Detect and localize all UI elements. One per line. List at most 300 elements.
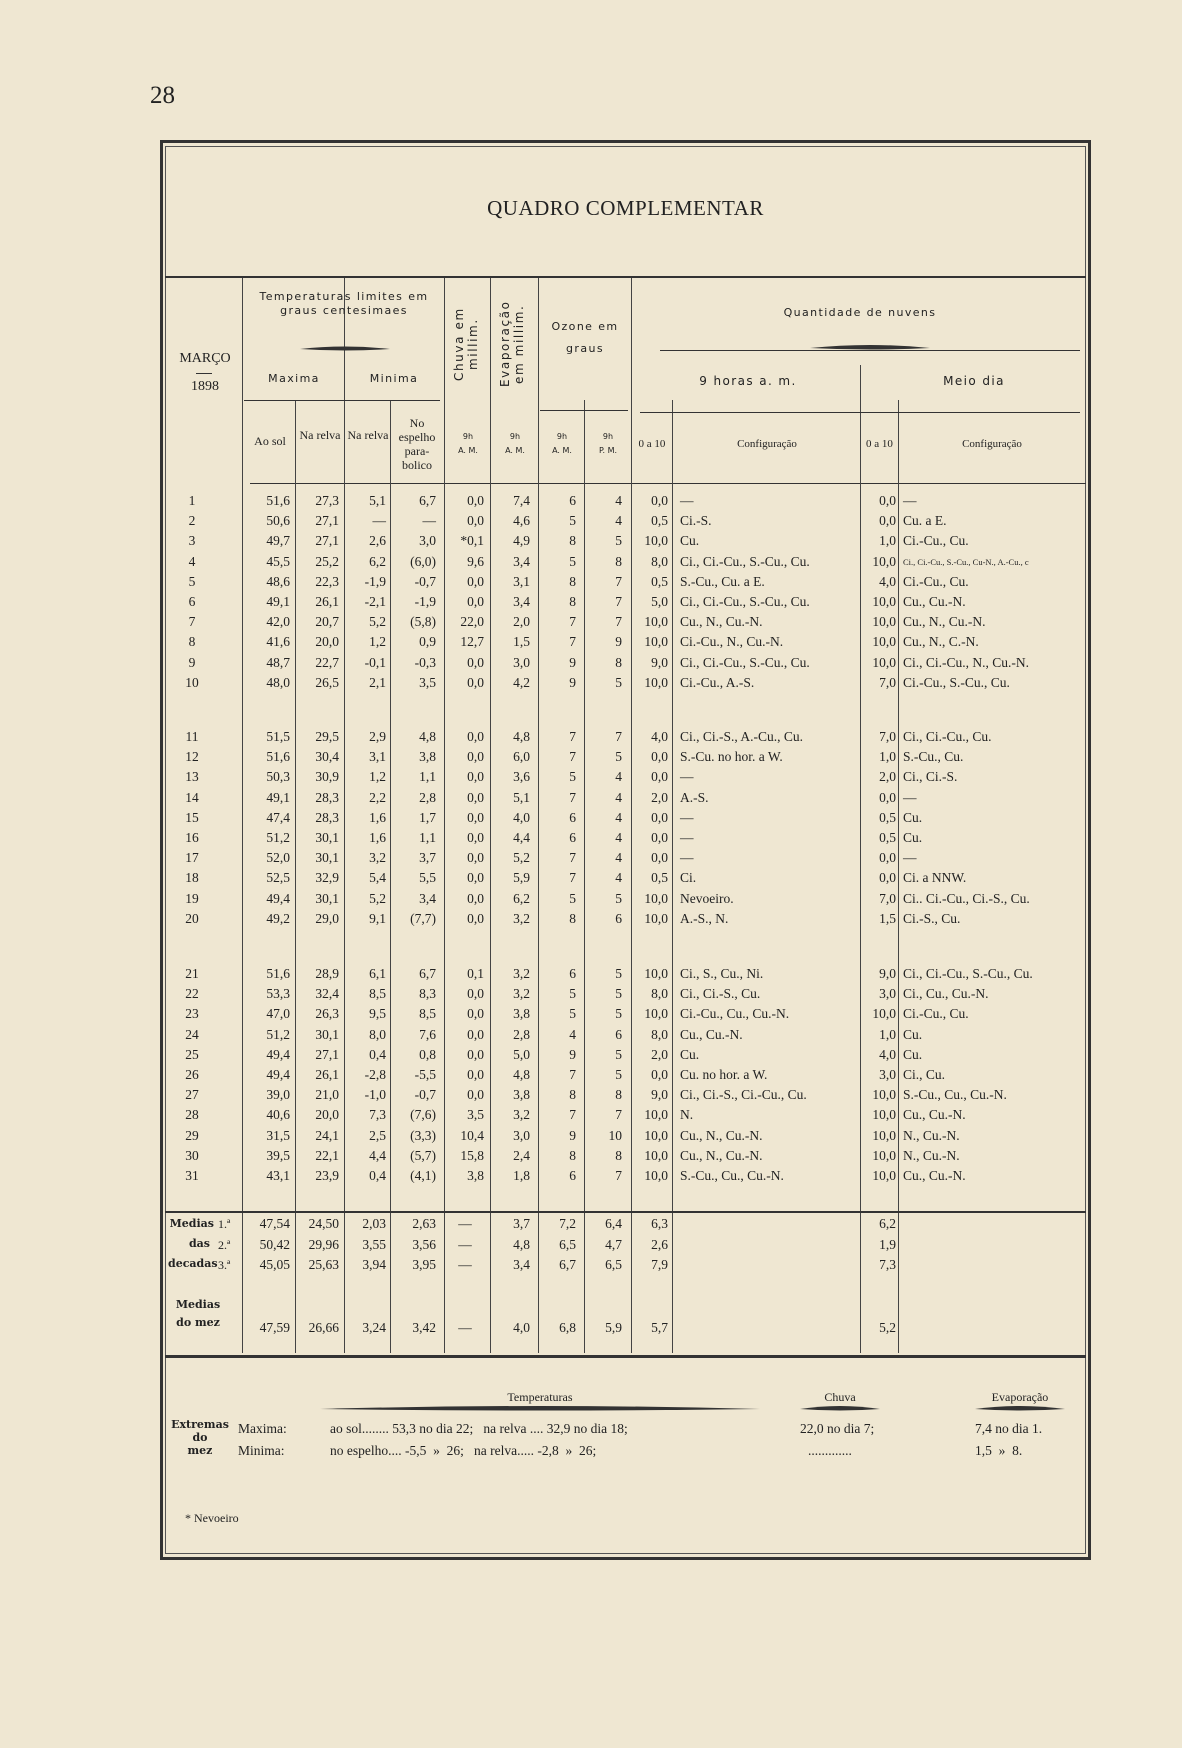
table-cell: 4: [615, 830, 622, 845]
col-evap-time: [492, 430, 538, 458]
decada-cell: 2,03: [362, 1216, 386, 1231]
table-cell: 6: [569, 966, 576, 981]
decada-label: 3.ª: [218, 1258, 231, 1272]
table-cell: 10,0: [872, 1087, 896, 1103]
row-day: 11: [185, 729, 199, 744]
table-cell: 10,0: [872, 614, 896, 630]
table-cell: 7: [569, 850, 576, 866]
table-cell: 20,0: [315, 634, 339, 650]
table-cell: 10,0: [644, 533, 668, 549]
table-cell: 7,0: [879, 890, 896, 906]
table-cell: 9,0: [651, 654, 668, 670]
table-cell: 2,9: [369, 729, 386, 744]
table-cell: 7: [569, 1067, 576, 1082]
time-label: 9h: [602, 432, 614, 441]
table-cell: 8,3: [419, 986, 436, 1002]
table-cell: 8,0: [651, 986, 668, 1002]
table-cell: 7: [615, 614, 622, 630]
decada-cell: 7,3: [879, 1257, 896, 1272]
table-cell: 3,2: [369, 850, 386, 866]
decada-label: 1.ª: [218, 1217, 231, 1231]
table-cell: Ci., Ci.-S.: [903, 769, 958, 785]
table-cell: 0,0: [467, 830, 484, 845]
col-divider: [444, 278, 445, 1353]
table-cell: 51,6: [266, 749, 290, 765]
table-cell: Ci., Cu., Cu.-N.: [903, 986, 989, 1002]
time-label: A. M.: [505, 446, 525, 455]
summary-rule: [165, 1211, 1086, 1213]
extremas-chuva-header: Chuva: [824, 1390, 856, 1404]
table-cell: 0,0: [467, 809, 484, 825]
row-day: 26: [185, 1067, 199, 1082]
table-cell: —: [680, 809, 694, 825]
table-cell: 7,0: [879, 674, 896, 690]
extremas-label: [165, 1418, 235, 1466]
table-cell: 1,0: [879, 1026, 896, 1042]
subheader-rule: [244, 400, 440, 401]
maxima-header: Maxima: [268, 372, 320, 385]
table-cell: 0,0: [467, 890, 484, 906]
table-cell: 7,4: [513, 493, 530, 508]
table-cell: 0,4: [369, 1168, 386, 1183]
decada-cell: 3,7: [513, 1216, 530, 1231]
decada-cell: 6,2: [879, 1216, 896, 1231]
table-cell: 7: [569, 789, 576, 805]
col-divider: [490, 278, 491, 1353]
decada-cell: 3,95: [412, 1257, 436, 1272]
table-cell: 30,4: [315, 749, 339, 765]
table-cell: 9,6: [467, 553, 484, 569]
table-cell: 0,0: [651, 493, 668, 508]
table-cell: 0,8: [419, 1046, 436, 1062]
medias-mez-cell: —: [458, 1320, 472, 1335]
decada-cell: 45,05: [259, 1257, 290, 1272]
table-cell: 4: [569, 1026, 576, 1042]
decada-cell: 6,7: [559, 1257, 576, 1272]
table-cell: 3,8: [467, 1168, 484, 1183]
row-day: 24: [185, 1026, 199, 1042]
table-cell: 4: [615, 493, 622, 508]
table-cell: 1,0: [879, 749, 896, 765]
table-cell: 3,2: [513, 966, 530, 981]
table-cell: Cu. a E.: [903, 513, 947, 529]
table-cell: Ci., Ci.-Cu., S.-Cu., Cu.: [680, 654, 810, 670]
table-cell: 9: [569, 1127, 576, 1143]
table-cell: 49,7: [266, 533, 290, 549]
table-cell: 1,0: [879, 533, 896, 549]
table-cell: 3,5: [419, 674, 436, 690]
table-cell: S.-Cu., Cu.: [903, 749, 964, 765]
table-cell: 5: [615, 1067, 622, 1082]
decada-cell: 4,7: [605, 1236, 622, 1252]
col-divider: [538, 278, 539, 1353]
table-cell: (7,6): [410, 1107, 436, 1123]
table-cell: 5: [569, 553, 576, 569]
table-cell: 5: [569, 1006, 576, 1022]
table-cell: 0,0: [879, 870, 896, 886]
table-cell: 0,9: [419, 634, 436, 650]
table-cell: 4: [615, 789, 622, 805]
table-cell: 0,0: [467, 1067, 484, 1082]
table-cell: 5: [615, 890, 622, 906]
table-cell: 10,4: [460, 1127, 484, 1143]
row-day: 30: [185, 1147, 199, 1163]
table-cell: 20,7: [315, 614, 339, 630]
table-cell: Cu., N., Cu.-N.: [680, 1127, 763, 1143]
table-cell: 0,0: [467, 674, 484, 690]
col-md-quantity: 0 a 10: [866, 438, 893, 450]
row-day: 25: [185, 1046, 199, 1062]
table-cell: N.: [680, 1107, 694, 1123]
time-label: 9h: [509, 432, 521, 441]
table-cell: Cu.: [903, 1026, 923, 1042]
medias-mez-cell: 3,42: [412, 1320, 436, 1335]
table-cell: 22,3: [315, 573, 339, 589]
table-cell: 31,5: [266, 1127, 290, 1143]
table-cell: -1,9: [414, 594, 436, 609]
table-cell: 1,7: [419, 809, 436, 825]
col-ao-sol: Ao sol: [254, 434, 286, 448]
extremas-evap-max: 7,4 no dia 1.: [975, 1421, 1043, 1436]
table-cell: 3,1: [369, 749, 386, 765]
table-cell: 50,6: [266, 513, 290, 529]
table-cell: 6,7: [419, 493, 436, 508]
medias-mez-label-line: Medias: [175, 1298, 221, 1311]
table-cell: 7,6: [419, 1026, 436, 1042]
table-cell: 4,9: [513, 533, 530, 549]
table-cell: 3,0: [513, 654, 530, 670]
row-day: 19: [185, 890, 199, 906]
col-9h-quantity: 0 a 10: [638, 438, 666, 450]
medias-mez-cell: 3,24: [362, 1320, 386, 1335]
extremas-chuva-max: 22,0 no dia 7;: [800, 1421, 875, 1436]
decada-cell: 7,9: [651, 1257, 668, 1272]
ozone-header: Ozone em graus: [551, 320, 619, 355]
medias-mez-cell: 4,0: [513, 1320, 530, 1335]
table-cell: 8: [569, 910, 576, 926]
table-cell: 4,0: [513, 809, 530, 825]
decada-cell: 6,5: [559, 1236, 576, 1252]
table-cell: 48,7: [266, 654, 290, 670]
table-cell: Cu.: [903, 830, 923, 845]
table-cell: Ci.-Cu., S.-Cu., Cu.: [903, 674, 1010, 690]
decada-cell: 2,63: [412, 1216, 436, 1231]
table-cell: 39,0: [266, 1087, 290, 1103]
table-cell: 0,0: [651, 809, 668, 825]
medias-label: [168, 1214, 218, 1274]
table-cell: 7,3: [369, 1107, 386, 1123]
table-cell: Cu., Cu.-N.: [680, 1026, 743, 1042]
table-cell: Ci., Ci.-Cu., S.-Cu., Cu-N., A.-Cu., c: [903, 556, 1029, 567]
table-cell: 0,0: [467, 513, 484, 529]
table-cell: (7,7): [410, 910, 436, 926]
medias-mez-cell: 47,59: [259, 1320, 290, 1335]
table-cell: 4,0: [651, 729, 668, 744]
table-cell: 3,1: [513, 573, 530, 589]
decada-cell: 29,96: [308, 1236, 339, 1252]
table-cell: -1,0: [364, 1087, 386, 1103]
table-cell: 7: [569, 749, 576, 765]
table-cell: 30,1: [315, 830, 339, 845]
table-cell: 0,0: [467, 573, 484, 589]
table-cell: Ci.. Ci.-Cu., Ci.-S., Cu.: [903, 890, 1030, 906]
table-cell: 41,6: [266, 634, 290, 650]
table-cell: 3,4: [513, 594, 530, 609]
table-cell: 0,0: [467, 749, 484, 765]
table-cell: 3,8: [513, 1087, 530, 1103]
extremas-label-line: Extremas: [171, 1418, 229, 1431]
row-day: 10: [185, 674, 199, 690]
table-cell: 2,0: [513, 614, 530, 630]
table-cell: 4,8: [513, 729, 530, 744]
table-cell: Cu., N., Cu.-N.: [903, 614, 986, 630]
decada-cell: —: [458, 1216, 472, 1231]
table-cell: 4: [615, 513, 622, 529]
table-cell: 26,1: [315, 594, 339, 609]
col-divider: [242, 278, 243, 1353]
table-cell: 7: [615, 729, 622, 744]
table-cell: Cu., N., Cu.-N.: [680, 1147, 763, 1163]
table-cell: 10,0: [644, 910, 668, 926]
decada-cell: 3,55: [362, 1236, 386, 1252]
table-cell: 10,0: [872, 1147, 896, 1163]
medias-label-line: das: [188, 1237, 210, 1250]
table-cell: Ci.-Cu., N., Cu.-N.: [680, 634, 784, 650]
table-cell: 3,4: [513, 553, 530, 569]
table-cell: 6: [615, 1026, 622, 1042]
medias-mez-cell: 5,2: [879, 1320, 896, 1335]
time-label: A. M.: [458, 446, 478, 455]
table-cell: 5,1: [369, 493, 386, 508]
decada-cell: 6,4: [605, 1216, 622, 1231]
table-cell: Ci.: [680, 870, 697, 886]
extremas-chuva-min: .............: [808, 1443, 852, 1458]
table-cell: 52,0: [266, 850, 290, 866]
col-espelho: No espelho para-bolico: [398, 416, 436, 472]
table-cell: Ci., Ci.-Cu., N., Cu.-N.: [903, 654, 1030, 670]
table-cell: Ci.-S.: [680, 513, 712, 529]
table-cell: —: [903, 493, 917, 508]
table-cell: 3,2: [513, 986, 530, 1002]
table-cell: 8: [569, 533, 576, 549]
table-cell: 0,0: [467, 986, 484, 1002]
decada-cell: 3,94: [362, 1257, 386, 1272]
table-cell: 9: [569, 654, 576, 670]
swash-ornament: [320, 1403, 760, 1413]
table-cell: 47,4: [266, 809, 290, 825]
extremas-temperaturas-header: Temperaturas: [507, 1390, 573, 1404]
extremas-evap-header: Evaporação: [991, 1390, 1049, 1404]
table-cell: 4: [615, 809, 622, 825]
table-cell: 0,0: [467, 789, 484, 805]
table-cell: 47,0: [266, 1006, 290, 1022]
subheader-rule: [540, 410, 628, 411]
table-cell: 0,5: [879, 830, 896, 845]
table-cell: 22,1: [315, 1147, 339, 1163]
table-cell: 49,4: [266, 1046, 290, 1062]
table-cell: N., Cu.-N.: [903, 1147, 960, 1163]
table-cell: 10,0: [644, 1107, 668, 1123]
table-cell: 0,0: [879, 789, 896, 805]
table-cell: 40,6: [266, 1107, 290, 1123]
extremas-maxima-label: Maxima:: [238, 1421, 287, 1436]
table-cell: 5: [569, 769, 576, 785]
table-cell: 0,0: [879, 493, 896, 508]
table-cell: 21,0: [315, 1087, 339, 1103]
table-cell: 26,1: [315, 1067, 339, 1082]
table-cell: 7: [569, 729, 576, 744]
table-cell: 0,0: [651, 749, 668, 765]
table-cell: 8,0: [651, 1026, 668, 1042]
table-cell: 49,2: [266, 910, 290, 926]
table-cell: 4,4: [369, 1147, 386, 1163]
col-na-relva: Na relva: [299, 428, 341, 442]
subheader-rule: [640, 412, 1080, 413]
table-cell: 5: [569, 986, 576, 1002]
table-cell: 5: [615, 1006, 622, 1022]
table-cell: 1,1: [419, 830, 436, 845]
table-cell: 32,4: [315, 986, 339, 1002]
table-cell: 0,0: [651, 850, 668, 866]
table-cell: Cu., Cu.-N.: [903, 1107, 966, 1123]
table-cell: 45,5: [266, 553, 290, 569]
table-cell: 4,0: [879, 1046, 896, 1062]
table-cell: 51,5: [266, 729, 290, 744]
table-cell: 5,1: [513, 789, 530, 805]
table-cell: 22,0: [460, 614, 484, 630]
table-cell: 8,0: [651, 553, 668, 569]
table-cell: 0,0: [467, 769, 484, 785]
medias-mez-cell: 6,8: [559, 1320, 576, 1335]
footnote: * Nevoeiro: [185, 1511, 239, 1525]
decada-cell: 1,9: [879, 1236, 896, 1252]
medias-mez-cell: 26,66: [308, 1320, 339, 1335]
col-9h-config: Configuração: [737, 438, 797, 450]
table-cell: 8: [569, 1147, 576, 1163]
swash-ornament: [975, 1403, 1065, 1413]
table-cell: 2,0: [651, 1046, 668, 1062]
row-day: 3: [188, 533, 196, 549]
row-day: 4: [188, 553, 196, 569]
table-cell: Cu.: [903, 1046, 923, 1062]
table-cell: -2,8: [364, 1067, 386, 1082]
table-cell: 0,0: [467, 850, 484, 866]
table-cell: 49,1: [266, 594, 290, 609]
table-cell: 10,0: [644, 966, 668, 981]
table-cell: 4,8: [419, 729, 436, 744]
table-cell: 49,4: [266, 1067, 290, 1082]
decada-cell: —: [458, 1236, 472, 1252]
table-cell: S.-Cu. no hor. a W.: [680, 749, 783, 765]
table-cell: Ci., Ci.-Cu., S.-Cu., Cu.: [680, 594, 810, 609]
table-cell: 8,5: [419, 1006, 436, 1022]
table-cell: 5,4: [369, 870, 386, 886]
extremas-label-line: do: [192, 1431, 208, 1444]
time-label: 9h: [462, 432, 474, 441]
table-cell: —: [680, 493, 694, 508]
table-cell: Ci., Cu.: [903, 1067, 946, 1082]
table-cell: 4: [615, 870, 622, 886]
table-cell: 15,8: [460, 1147, 484, 1163]
table-cell: 8: [569, 594, 576, 609]
table-cell: 7: [569, 614, 576, 630]
table-cell: 10,0: [644, 674, 668, 690]
table-cell: 0,1: [467, 966, 484, 981]
swash-ornament: [300, 344, 390, 354]
row-day: 7: [188, 614, 196, 630]
swash-ornament: [800, 1403, 880, 1413]
table-cell: 28,3: [315, 809, 339, 825]
table-cell: Ci.-Cu., Cu., Cu.-N.: [680, 1006, 790, 1022]
table-cell: 5,0: [651, 594, 668, 609]
decada-cell: 24,50: [308, 1216, 339, 1231]
table-cell: -2,1: [364, 594, 386, 609]
table-cell: 8: [615, 553, 622, 569]
table-cell: 24,1: [315, 1127, 339, 1143]
table-cell: 7: [569, 1107, 576, 1123]
table-cell: 3,7: [419, 850, 436, 866]
table-cell: 3,0: [419, 533, 436, 549]
decada-cell: 7,2: [559, 1216, 576, 1231]
table-cell: 49,1: [266, 789, 290, 805]
table-cell: 30,1: [315, 890, 339, 906]
table-cell: 51,6: [266, 966, 290, 981]
table-cell: 6,2: [513, 890, 530, 906]
row-day: 17: [185, 850, 199, 866]
table-cell: 10,0: [872, 1107, 896, 1123]
table-cell: 9,0: [651, 1087, 668, 1103]
table-cell: Cu., N., Cu.-N.: [680, 614, 763, 630]
table-cell: Ci., S., Cu., Ni.: [680, 966, 764, 981]
table-cell: 0,0: [879, 513, 896, 529]
table-cell: 1,2: [369, 634, 386, 650]
table-cell: 7: [615, 1168, 622, 1183]
table-cell: 10,0: [644, 614, 668, 630]
header-top-rule: [165, 276, 1086, 278]
table-cell: 0,0: [651, 769, 668, 785]
row-day: 22: [185, 986, 199, 1002]
table-cell: 0,0: [467, 493, 484, 508]
extremas-max-temps: ao sol........ 53,3 no dia 22; na relva .... 32,9 no dia 18;: [330, 1421, 628, 1436]
table-cell: 6,0: [513, 749, 530, 765]
table-cell: 9,1: [369, 910, 386, 926]
table-cell: 8: [615, 1087, 622, 1103]
table-cell: -0,7: [414, 573, 436, 589]
table-cell: 7: [569, 634, 576, 650]
table-cell: 5,2: [513, 850, 530, 866]
table-cell: 52,5: [266, 870, 290, 886]
table-cell: 39,5: [266, 1147, 290, 1163]
table-cell: 25,2: [315, 553, 339, 569]
table-cell: 10,0: [644, 1006, 668, 1022]
table-cell: 4,2: [513, 674, 530, 690]
row-day: 21: [185, 966, 199, 981]
table-cell: —: [372, 513, 386, 529]
table-cell: 20,0: [315, 1107, 339, 1123]
row-day: 14: [185, 789, 199, 805]
nove-horas-header: 9 horas a. m.: [699, 374, 797, 388]
table-cell: 8: [615, 654, 622, 670]
table-cell: Cu., Cu.-N.: [903, 1168, 966, 1183]
row-day: 27: [185, 1087, 199, 1103]
col-chuva-time: [446, 430, 490, 458]
table-cell: 8: [615, 1147, 622, 1163]
table-cell: 0,0: [467, 1046, 484, 1062]
table-cell: 23,9: [315, 1168, 339, 1183]
table-cell: 30,9: [315, 769, 339, 785]
table-cell: 0,0: [651, 1067, 668, 1082]
time-label: A. M.: [552, 446, 572, 455]
